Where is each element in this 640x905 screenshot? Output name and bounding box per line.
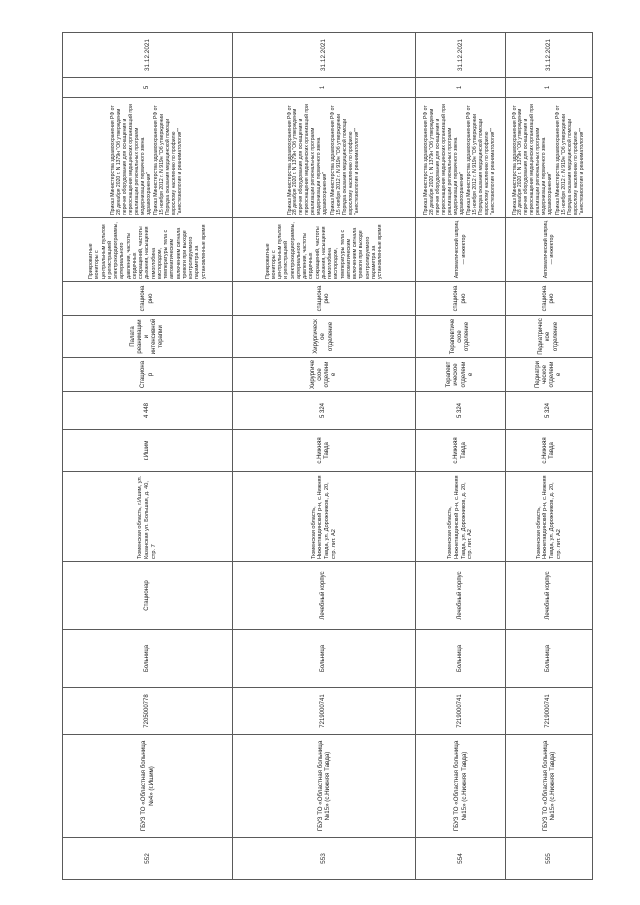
address-cell: Тюменская область, Нижнетавдинский р-н, с.Нижняя Тавда, ул. Дорожников, д. 20, стр. лит. А2 [233,472,416,562]
department-cell: Терапевтическое отделение [416,358,506,392]
inn-cell: 7219000741 [233,688,416,735]
organization-cell: ГБУЗ ТО «Областная больница №15» (с.Нижняя Тавда) [506,735,593,838]
number-cell: 4 448 [63,392,233,430]
department-cell: Стационар [63,358,233,392]
document-page [62,33,592,880]
building-cell: Лечебный корпус [233,562,416,630]
legal-basis-order-1379n: Приказ Министерства здравоохранения РФ от 28 декабря 2020 г. N 1379н "Об утверждении перечня оборудования для оснащения и переоснащения медицинских организаций при реализации региональных программ модернизации первичного звена здравоохранения" [423,104,465,215]
quantity-cell: 1 [233,78,416,98]
address-cell: Тюменская область, г.Ишим, ул. Казанская ул. Большая, д. 40, стр. 7 [63,472,233,562]
date-cell: 31.12.2021 [233,33,416,78]
settlement-cell: с.Нижняя Тавда [506,430,593,472]
equipment-cell: Автоматический шприц — инжектор [506,218,593,282]
table-row [416,33,506,880]
mode-cell: стационарно [416,282,506,316]
row-number-cell: 555 [506,838,593,880]
organization-cell: ГБУЗ ТО «Областная больница №4» (г.Ишим) [63,735,233,838]
table-row [233,33,416,880]
address-cell: Тюменская область, Нижнетавдинский р-н, с.Нижняя Тавда, ул. Дорожников, д. 20, стр. лит. А2 [416,472,506,562]
date-cell: 31.12.2021 [506,33,593,78]
building-cell: Лечебный корпус [506,562,593,630]
date-cell: 31.12.2021 [416,33,506,78]
date-cell: 31.12.2021 [63,33,233,78]
legal-basis-order-1379n: Приказ Министерства здравоохранения РФ от 28 декабря 2020 г. N 1379н "Об утверждении перечня оборудования для оснащения и переоснащения медицинских организаций при реализации региональных программ модернизации первичного звена здравоохранения" [110,104,152,215]
mode-cell: стационарно [233,282,416,316]
legal-basis-order-919n: Приказ Министерства здравоохранения РФ от 15 ноября 2012 г. N 919н "Об утверждении Порядка оказания медицинской помощи взрослому населению по профилю "анестезиология и реаниматология"" [329,105,360,215]
equipment-cell: Автоматический шприц — инжектор [416,218,506,282]
department-cell: Хирургическое отделение [233,358,416,392]
legal-basis-order-919n: Приказ Министерства здравоохранения РФ от 15 ноября 2012 г. N 919н "Об утверждении Порядка оказания медицинской помощи взрослому населению по профилю "анестезиология и реаниматология"" [554,105,585,215]
row-number-cell: 554 [416,838,506,880]
number-cell: 5 324 [416,392,506,430]
quantity-cell: 1 [506,78,593,98]
settlement-cell: с.Нижняя Тавда [416,430,506,472]
legal-basis-order-1379n: Приказ Министерства здравоохранения РФ от 28 декабря 2020 г. N 1379н "Об утверждении перечня оборудования для оснащения и переоснащения медицинских организаций при реализации региональных программ модернизации первичного звена здравоохранения" [511,104,553,215]
mode-cell: стационарно [506,282,593,316]
table-row [506,33,593,880]
inn-cell: 7219000741 [506,688,593,735]
equipment-cell: Прикроватные мониторы с центральным пультом и регистрацией электрокардиограммы, артериального давления, частоты сердечных сокращений, частоты дыхания, насыщения гемоглобина кислородом, температуры тела с автоматическим включением сигнала тревоги при выходе контролируемого параметра за установленные время [233,218,416,282]
row-number-cell: 553 [233,838,416,880]
building-cell: Лечебный корпус [416,562,506,630]
facility-type-cell: Больница [416,630,506,688]
organization-cell: ГБУЗ ТО «Областная больница №15» (с.Нижняя Тавда) [416,735,506,838]
department-cell: Педиатрическое отделение [506,358,593,392]
legal-basis-cell [506,98,593,218]
legal-basis-order-919n: Приказ Министерства здравоохранения РФ от 15 ноября 2012 г. N 919н "Об утверждении Порядка оказания медицинской помощи взрослому населению по профилю "анестезиология и реаниматология"" [153,105,184,215]
facility-type-cell: Больница [233,630,416,688]
number-cell: 5 324 [233,392,416,430]
quantity-cell: 5 [63,78,233,98]
table-row [63,33,233,880]
legal-basis-order-1379n: Приказ Министерства здравоохранения РФ от 28 декабря 2020 г. N 1379н "Об утверждении перечня оборудования для оснащения и переоснащения медицинских организаций при реализации региональных программ модернизации первичного звена здравоохранения" [286,104,328,215]
equipment-cell: Прикроватные мониторы с центральным пультом и регистрацией электрокардиограммы, артериального давления, частоты сердечных сокращений, частоты дыхания, насыщения гемоглобина кислородом, температуры тела с автоматическим включением сигнала тревоги при выходе контролируемого параметра за установленные время [63,218,233,282]
address-cell: Тюменская область, Нижнетавдинский р-н, с.Нижняя Тавда, ул. Дорожников, д. 20, стр. лит. А2 [506,472,593,562]
legal-basis-cell [63,98,233,218]
equipment-table [62,32,593,880]
quantity-cell: 1 [416,78,506,98]
inn-cell: 7219000741 [416,688,506,735]
facility-type-cell: Больница [506,630,593,688]
mode-cell: стационарно [63,282,233,316]
facility-type-cell: Больница [63,630,233,688]
legal-basis-cell [233,98,416,218]
organization-cell: ГБУЗ ТО «Областная больница №15» (с.Нижняя Тавда) [233,735,416,838]
inn-cell: 7205000778 [63,688,233,735]
legal-basis-cell [416,98,506,218]
room-cell: Хирургическое отделение [233,316,416,358]
room-cell: Терапевтическое отделение [416,316,506,358]
row-number-cell: 552 [63,838,233,880]
building-cell: Стационар [63,562,233,630]
room-cell: Педиатрическое отделение [506,316,593,358]
room-cell: Палата реанимации и интенсивной терапии [63,316,233,358]
settlement-cell: с.Нижняя Тавда [233,430,416,472]
legal-basis-order-919n: Приказ Министерства здравоохранения РФ от 15 ноября 2012 г. N 919н "Об утверждении Порядка оказания медицинской помощи взрослому населению по профилю "анестезиология и реаниматология"" [466,105,497,215]
settlement-cell: г.Ишим [63,430,233,472]
number-cell: 5 324 [506,392,593,430]
